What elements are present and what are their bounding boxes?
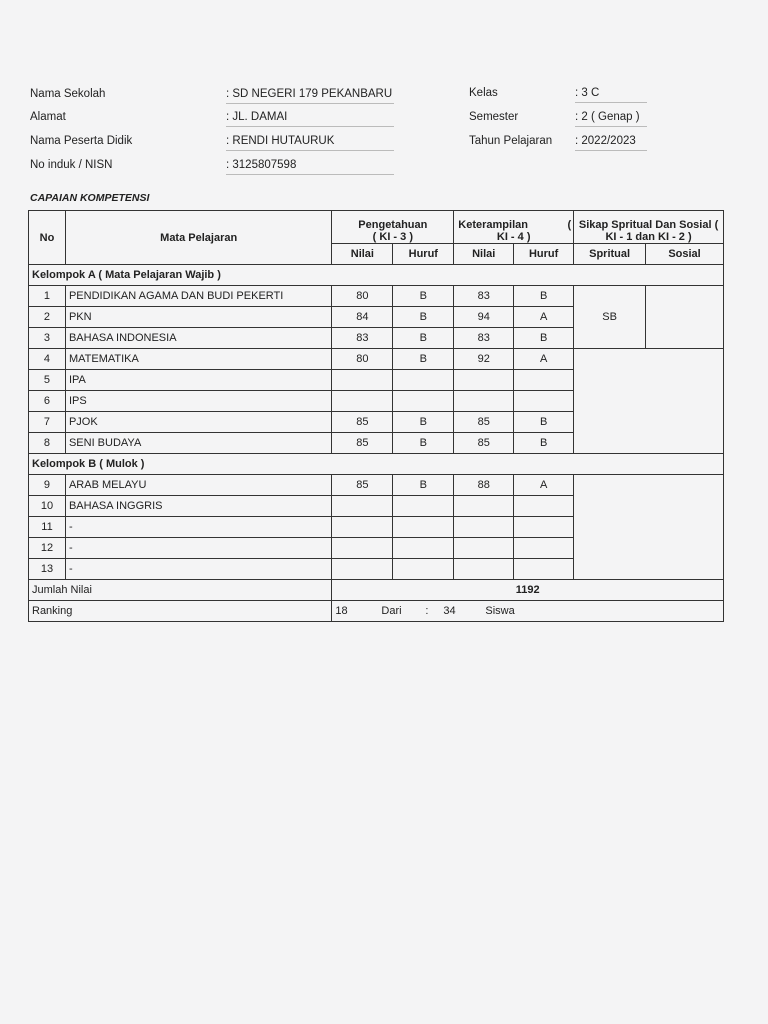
address-value: : JL. DAMAI (226, 111, 394, 127)
row-knowledge-score: 85 (332, 433, 393, 454)
header-attitude-code: KI - 1 dan KI - 2 ) (605, 231, 692, 243)
row-knowledge-grade (393, 559, 454, 580)
student-name-value: : RENDI HUTAURUK (226, 135, 394, 151)
row-skill-grade: B (514, 286, 574, 307)
row-skill-grade (514, 538, 574, 559)
row-skill-grade (514, 496, 574, 517)
header-no: No (29, 211, 66, 265)
row-skill-grade: B (514, 412, 574, 433)
row-knowledge-score: 80 (332, 349, 393, 370)
sub-knowledge-score: Nilai (332, 244, 393, 265)
row-skill-grade (514, 517, 574, 538)
group-b-label: Kelompok B ( Mulok ) (29, 454, 724, 475)
row-skill-score (454, 538, 514, 559)
attitude-blank-b (574, 475, 724, 580)
row-skill-score: 88 (454, 475, 514, 496)
row-subject: IPA (65, 370, 331, 391)
address-label: Alamat (30, 111, 66, 123)
row-number: 12 (29, 538, 66, 559)
row-skill-score: 94 (454, 307, 514, 328)
ranking-of: Dari (381, 605, 402, 617)
row-knowledge-grade: B (393, 349, 454, 370)
row-skill-score: 83 (454, 328, 514, 349)
row-skill-grade: A (514, 349, 574, 370)
school-value: : SD NEGERI 179 PEKANBARU (226, 88, 394, 104)
row-subject: ARAB MELAYU (65, 475, 331, 496)
row-knowledge-score (332, 391, 393, 412)
row-subject: PENDIDIKAN AGAMA DAN BUDI PEKERTI (65, 286, 331, 307)
row-knowledge-score (332, 370, 393, 391)
row-skill-grade: A (514, 475, 574, 496)
header-attitude (574, 211, 724, 244)
school-year-value: : 2022/2023 (575, 135, 647, 151)
row-number: 1 (29, 286, 66, 307)
row-number: 4 (29, 349, 66, 370)
total-row (29, 580, 724, 601)
sub-skill-grade: Huruf (514, 244, 574, 265)
row-skill-score: 85 (454, 412, 514, 433)
row-number: 10 (29, 496, 66, 517)
row-skill-score: 92 (454, 349, 514, 370)
row-number: 7 (29, 412, 66, 433)
grades-table (28, 210, 724, 622)
header-subject: Mata Pelajaran (65, 211, 331, 265)
row-knowledge-grade: B (393, 433, 454, 454)
header-knowledge (332, 211, 454, 244)
row-knowledge-score: 84 (332, 307, 393, 328)
row-number: 2 (29, 307, 66, 328)
ranking-colon: : (425, 605, 429, 617)
row-number: 8 (29, 433, 66, 454)
row-knowledge-grade (393, 517, 454, 538)
row-skill-score (454, 496, 514, 517)
row-knowledge-grade: B (393, 412, 454, 433)
row-subject: PKN (65, 307, 331, 328)
row-knowledge-score: 85 (332, 412, 393, 433)
row-knowledge-score: 83 (332, 328, 393, 349)
table-row (29, 286, 724, 307)
row-number: 6 (29, 391, 66, 412)
row-skill-score (454, 559, 514, 580)
group-a-label: Kelompok A ( Mata Pelajaran Wajib ) (29, 265, 724, 286)
row-knowledge-grade (393, 538, 454, 559)
semester-label: Semester (469, 111, 519, 123)
row-knowledge-grade: B (393, 286, 454, 307)
ranking-row (29, 601, 724, 622)
section-title: CAPAIAN KOMPETENSI (30, 192, 150, 204)
row-skill-grade (514, 370, 574, 391)
row-knowledge-score (332, 517, 393, 538)
group-a-row (29, 265, 724, 286)
class-label: Kelas (469, 87, 498, 99)
row-knowledge-score: 85 (332, 475, 393, 496)
header-skill-code: KI - 4 ) (496, 231, 531, 243)
row-knowledge-grade (393, 496, 454, 517)
row-subject: PJOK (65, 412, 331, 433)
row-number: 3 (29, 328, 66, 349)
row-subject: MATEMATIKA (65, 349, 331, 370)
nisn-label: No induk / NISN (30, 159, 113, 171)
ranking-value (332, 601, 724, 622)
row-skill-score (454, 370, 514, 391)
total-value: 1192 (332, 580, 724, 601)
row-subject: IPS (65, 391, 331, 412)
row-knowledge-grade: B (393, 328, 454, 349)
row-skill-grade: B (514, 328, 574, 349)
row-knowledge-grade: B (393, 307, 454, 328)
row-skill-score (454, 391, 514, 412)
school-year-label: Tahun Pelajaran (469, 135, 553, 147)
row-subject: SENI BUDAYA (65, 433, 331, 454)
row-knowledge-grade: B (393, 475, 454, 496)
row-knowledge-score (332, 559, 393, 580)
sub-spiritual: Spritual (574, 244, 646, 265)
attitude-blank-a (574, 349, 724, 454)
row-subject: BAHASA INGGRIS (65, 496, 331, 517)
ranking-unit: Siswa (485, 605, 515, 617)
nisn-value: : 3125807598 (226, 159, 394, 175)
ranking-total: 34 (443, 605, 456, 617)
header-knowledge-title: Pengetahuan (358, 219, 428, 231)
header-skill-paren: ( (567, 219, 572, 231)
row-subject: BAHASA INDONESIA (65, 328, 331, 349)
sub-social: Sosial (646, 244, 724, 265)
row-skill-score: 83 (454, 286, 514, 307)
ranking-label: Ranking (29, 601, 332, 622)
header-skill-title-text: Keterampilan (458, 219, 528, 231)
row-knowledge-score: 80 (332, 286, 393, 307)
group-b-row (29, 454, 724, 475)
row-number: 11 (29, 517, 66, 538)
row-subject: - (65, 517, 331, 538)
sub-knowledge-grade: Huruf (393, 244, 454, 265)
semester-value: : 2 ( Genap ) (575, 111, 647, 127)
row-subject: - (65, 538, 331, 559)
row-skill-score: 85 (454, 433, 514, 454)
school-label: Nama Sekolah (30, 88, 106, 100)
header-attitude-title: Sikap Spritual Dan Sosial ( (578, 219, 719, 231)
row-skill-score (454, 517, 514, 538)
row-subject: - (65, 559, 331, 580)
attitude-social-value (646, 286, 724, 349)
row-knowledge-score (332, 538, 393, 559)
row-number: 5 (29, 370, 66, 391)
table-header (29, 211, 724, 244)
total-label: Jumlah Nilai (29, 580, 332, 601)
header-skill (454, 211, 574, 244)
row-skill-grade (514, 559, 574, 580)
row-number: 9 (29, 475, 66, 496)
table-row (29, 475, 724, 496)
sub-skill-score: Nilai (454, 244, 514, 265)
row-knowledge-grade (393, 391, 454, 412)
row-skill-grade: B (514, 433, 574, 454)
class-value: : 3 C (575, 87, 647, 103)
ranking-rank: 18 (335, 605, 348, 617)
header-skill-title (457, 219, 570, 231)
header-knowledge-code: ( KI - 3 ) (372, 231, 413, 243)
attitude-spiritual-value: SB (574, 286, 646, 349)
row-knowledge-score (332, 496, 393, 517)
row-skill-grade: A (514, 307, 574, 328)
table-row (29, 349, 724, 370)
student-name-label: Nama Peserta Didik (30, 135, 133, 147)
row-skill-grade (514, 391, 574, 412)
row-number: 13 (29, 559, 66, 580)
row-knowledge-grade (393, 370, 454, 391)
